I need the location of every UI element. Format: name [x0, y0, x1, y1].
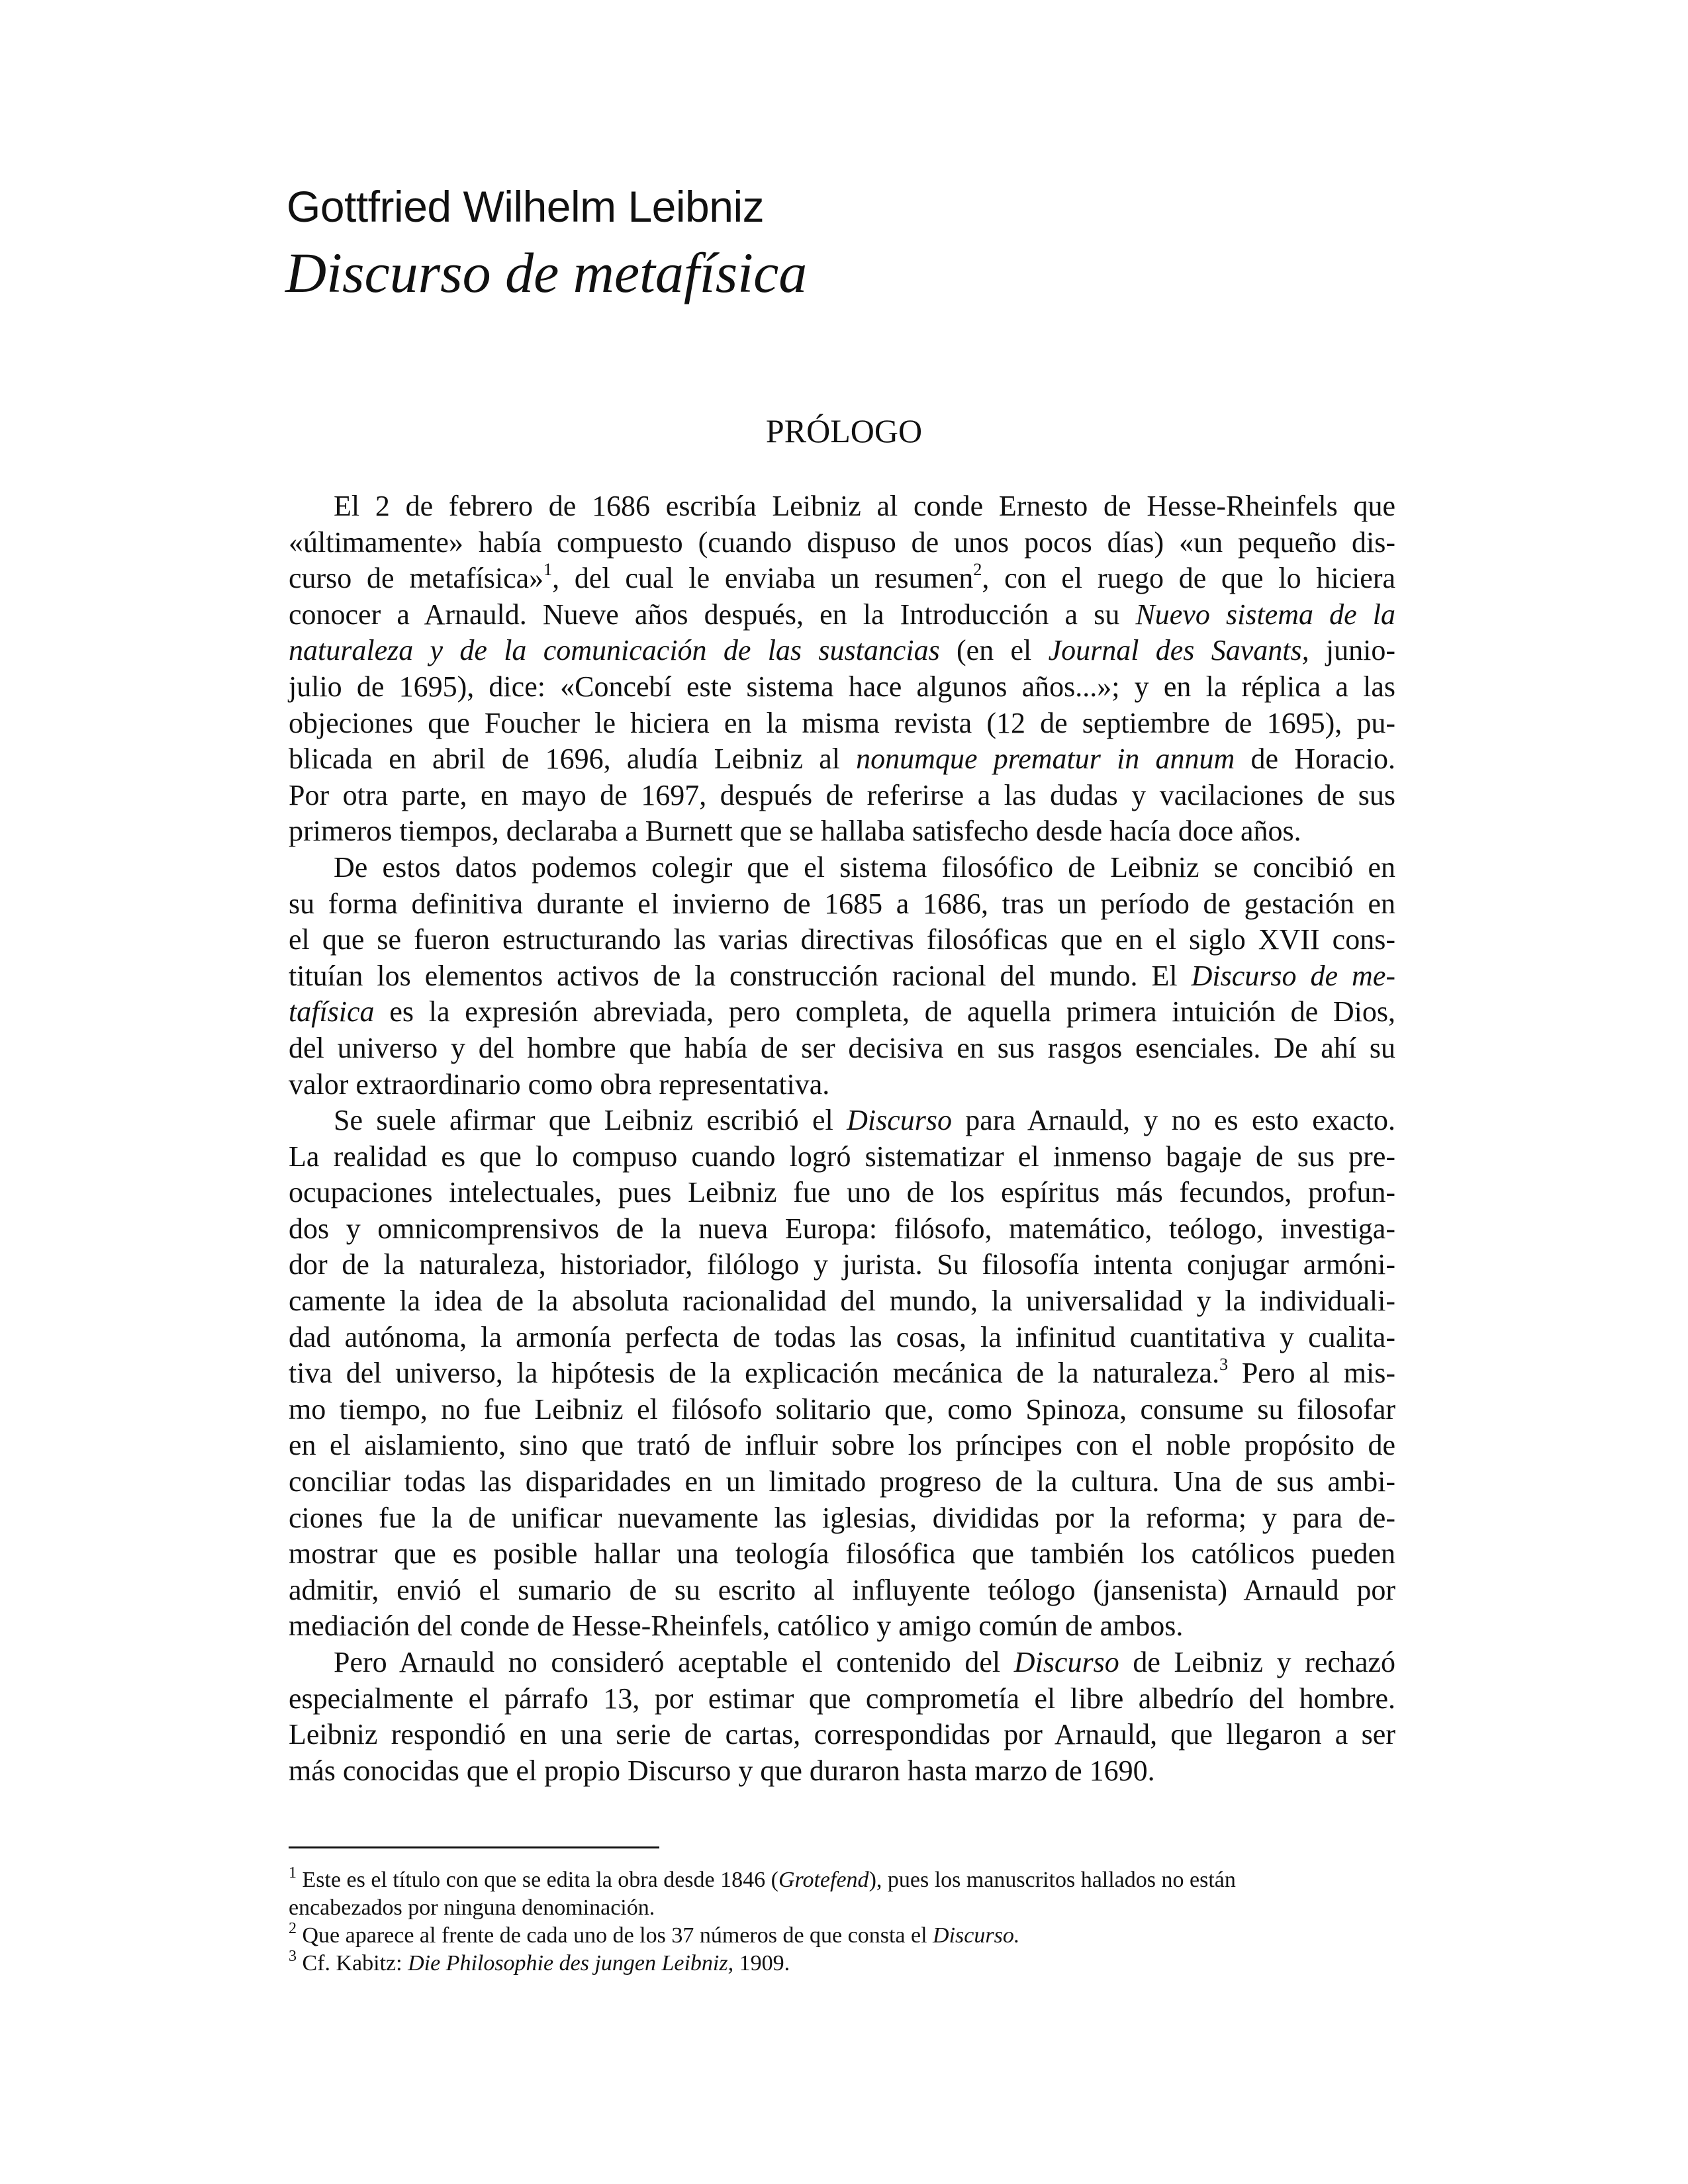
paragraph-3-line: camente la idea de la absoluta racionalidad del mundo, la universalidad y la individuali- — [289, 1285, 1395, 1318]
footnote-mark-2: 2 — [289, 1919, 297, 1937]
paragraph-3-line: dor de la naturaleza, historiador, filólogo y jurista. Su filosofía intenta conjugar armóni- — [289, 1248, 1395, 1281]
document-title: Discurso de metafísica — [285, 241, 808, 304]
paragraph-3-line: en el aislamiento, sino que trató de influir sobre los príncipes con el noble propósito de — [289, 1429, 1395, 1462]
paragraph-1-line: curso de metafísica»$^1$, del cual le enviaba un resumen$^2$, con el ruego de que lo hiciera — [289, 559, 1396, 595]
paragraph-4-line: Leibniz respondió en una serie de cartas, correspondidas por Arnauld, que llegaron a ser — [289, 1718, 1395, 1751]
footnote-ref-1[interactable]: 1 — [543, 559, 553, 579]
footnote-3: $^3$ Cf. Kabitz: Die Philosophie des jungen Leibniz, 1909. — [289, 1947, 790, 1976]
paragraph-3-line: mostrar que es posible hallar una teología filosófica que también los católicos pueden — [289, 1537, 1395, 1570]
paragraph-3-line: tiva del universo, la hipótesis de la explicación mecánica de la naturaleza.$^3$ Pero al mis- — [289, 1354, 1395, 1390]
footnote-1: $^1$ Este es el título con que se edita la obra desde 1846 (Grotefend), pues los manuscritos hallados no están — [289, 1864, 1236, 1892]
paragraph-3-line: conciliar todas las disparidades en un limitado progreso de la cultura. Una de sus ambi- — [289, 1465, 1395, 1498]
paragraph-1-line: El 2 de febrero de 1686 escribía Leibniz al conde Ernesto de Hesse-Rheinfels que — [334, 490, 1395, 522]
paragraph-3-line: mo tiempo, no fue Leibniz el filósofo solitario que, como Spinoza, consume su filosofar — [289, 1392, 1395, 1426]
paragraph-3-line: dad autónoma, la armonía perfecta de todas las cosas, la infinitud cuantitativa y cualita- — [289, 1320, 1395, 1353]
paragraph-1-line: julio de 1695), dice: «Concebí este sistema hace algunos años...»; y en la réplica a las — [289, 670, 1395, 703]
section-heading: PRÓLOGO — [765, 412, 923, 449]
paragraph-3-line: dos y omnicomprensivos de la nueva Europa: filósofo, matemático, teólogo, investiga- — [289, 1212, 1395, 1245]
footnote-1-continued: encabezados por ninguna denominación. — [289, 1895, 655, 1920]
paragraph-1-line: Por otra parte, en mayo de 1697, después de referirse a las dudas y vacilaciones de sus — [289, 778, 1395, 811]
footnote-mark-1: 1 — [289, 1864, 297, 1882]
paragraph-2-line: su forma definitiva durante el invierno de 1685 a 1686, tras un período de gestación en — [289, 887, 1395, 920]
paragraph-3-line: admitir, envió el sumario de su escrito al influyente teólogo (jansenista) Arnauld por — [289, 1573, 1395, 1606]
paragraph-2-line: De estos datos podemos colegir que el sistema filosófico de Leibniz se concibió en — [334, 850, 1395, 884]
footnotes — [289, 1866, 1395, 1978]
paragraph-3-line: mediación del conde de Hesse-Rheinfels, católico y amigo común de ambos. — [289, 1610, 1184, 1643]
paragraph-2-line: tituían los elementos activos de la construcción racional del mundo. El Discurso de me- — [289, 959, 1396, 992]
footnote-2: $^2$ Que aparece al frente de cada uno de los 37 números de que consta el Discurso. — [289, 1919, 1020, 1948]
footnote-mark-3: 3 — [289, 1947, 297, 1965]
paragraph-1-line: blicada en abril de 1696, aludía Leibniz al nonumque prematur in annum de Horacio. — [289, 743, 1395, 776]
author-name: Gottfried Wilhelm Leibniz — [287, 182, 765, 231]
paragraph-3-line: Se suele afirmar que Leibniz escribió el Discurso para Arnauld, y no es esto exacto. — [334, 1104, 1396, 1137]
paragraph-3-line: La realidad es que lo compuso cuando logró sistematizar el inmenso bagaje de sus pre- — [289, 1140, 1395, 1173]
paragraph-3-line: ciones fue la de unificar nuevamente las iglesias, divididas por la reforma; y para de- — [289, 1501, 1395, 1534]
paragraph-1-line: objeciones que Foucher le hiciera en la misma revista (12 de septiembre de 1695), pu- — [289, 706, 1395, 739]
paragraph-4-line: Pero Arnauld no consideró aceptable el contenido del Discurso de Leibniz y rechazó — [334, 1646, 1395, 1678]
paragraph-2-line: valor extraordinario como obra representativa. — [289, 1068, 830, 1101]
paragraph-2-line: tafísica es la expresión abreviada, pero completa, de aquella primera intuición de Dios, — [289, 995, 1395, 1028]
paragraph-1-line: naturaleza y de la comunicación de las sustancias (en el Journal des Savants, junio- — [289, 634, 1396, 667]
paragraph-4-line: más conocidas que el propio Discurso y que duraron hasta marzo de 1690. — [289, 1754, 1155, 1787]
footnote-ref-2[interactable]: 2 — [973, 559, 982, 579]
body-text — [289, 488, 1395, 1789]
paragraph-2-line: del universo y del hombre que había de ser decisiva en sus rasgos esenciales. De ahí su — [289, 1031, 1395, 1064]
paragraph-3-line: ocupaciones intelectuales, pues Leibniz fue uno de los espíritus más fecundos, profun- — [289, 1176, 1395, 1209]
paragraph-4-line: especialmente el párrafo 13, por estimar que comprometía el libre albedrío del hombre. — [289, 1682, 1395, 1715]
paragraph-1-line: «últimamente» había compuesto (cuando dispuso de unos pocos días) «un pequeño dis- — [289, 525, 1395, 559]
footnote-separator — [289, 1846, 659, 1848]
paragraph-2-line: el que se fueron estructurando las varias directivas filosóficas que en el siglo XVII cons- — [289, 923, 1395, 956]
paragraph-1-line: primeros tiempos, declaraba a Burnett que se hallaba satisfecho desde hacía doce años. — [289, 815, 1301, 848]
paragraph-1-line: conocer a Arnauld. Nueve años después, en la Introducción a su Nuevo sistema de la — [289, 598, 1395, 631]
footnote-ref-3[interactable]: 3 — [1219, 1354, 1229, 1374]
